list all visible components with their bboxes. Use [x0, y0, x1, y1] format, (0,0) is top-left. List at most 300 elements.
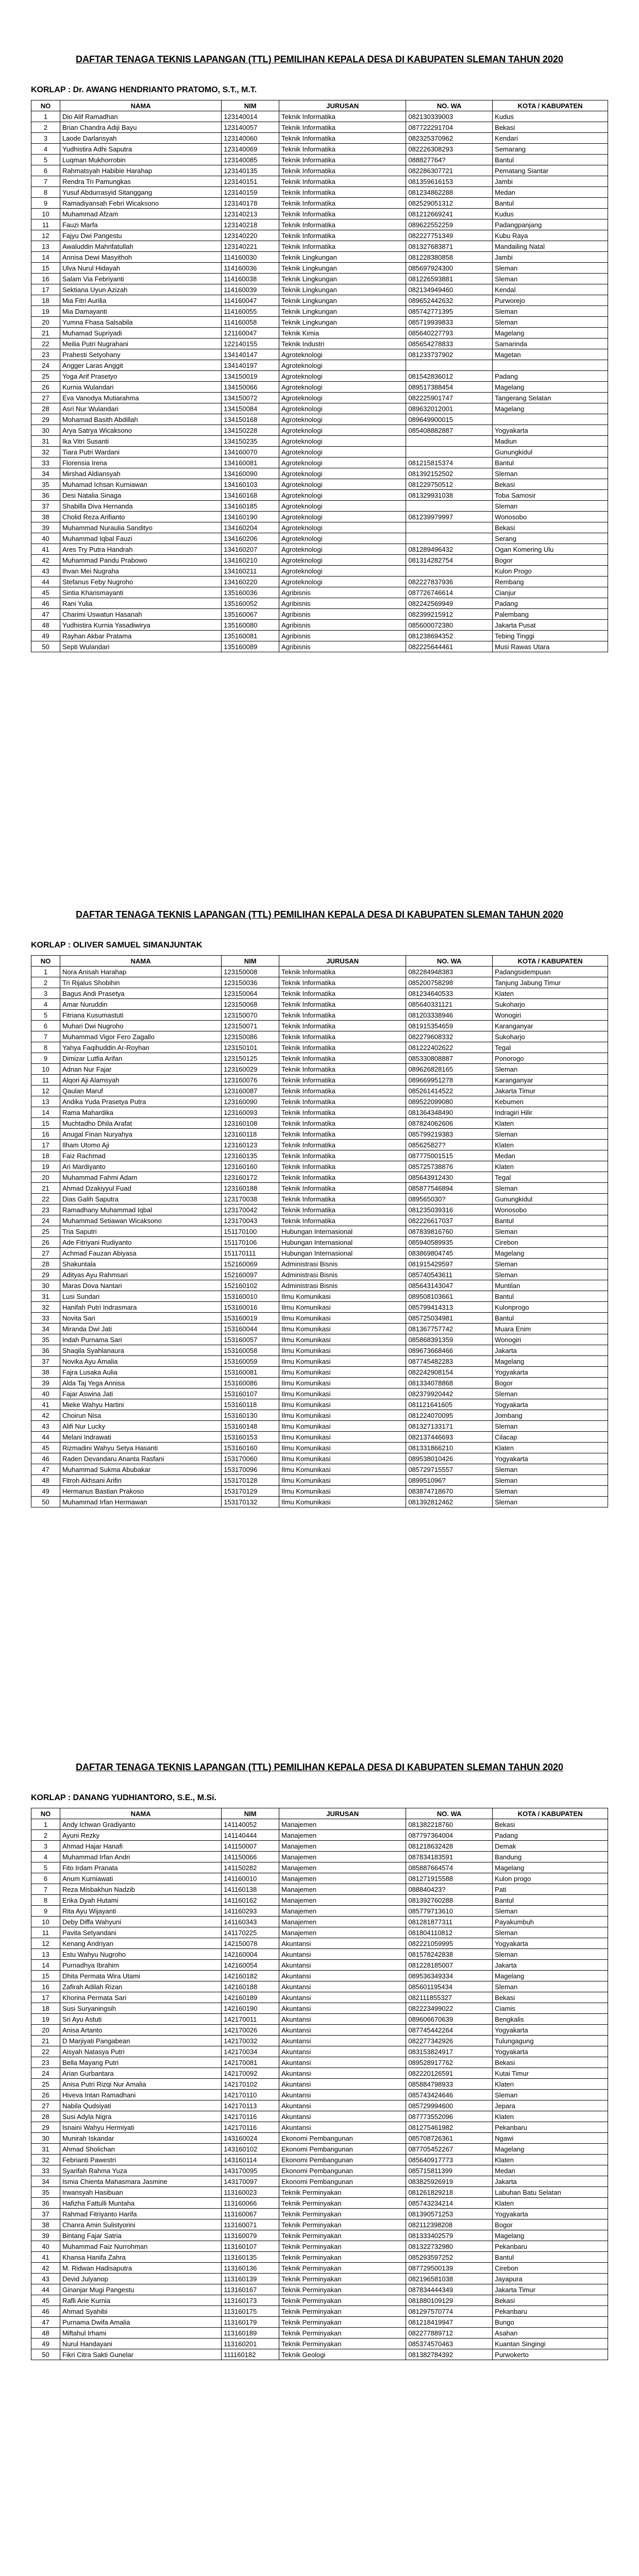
table-row	[31, 999, 608, 1010]
student-name: Florensia Irena	[60, 457, 221, 468]
study-program: Agribisnis	[279, 587, 406, 598]
study-program: Teknik Perminyakan	[279, 2338, 406, 2349]
whatsapp-number: 087722291704	[406, 122, 493, 133]
student-name: Muhammad Iqbal Fauzi	[60, 533, 221, 544]
row-number: 31	[31, 436, 60, 447]
row-number: 33	[31, 457, 60, 468]
table-row	[31, 2100, 608, 2111]
row-number: 38	[31, 1367, 60, 1378]
whatsapp-number: 089622552259	[406, 219, 493, 230]
study-program: Akuntansi	[279, 2046, 406, 2057]
whatsapp-number: 085293597252	[406, 2252, 493, 2263]
student-nim: 123160108	[222, 1118, 279, 1129]
student-name: D Marjiyati Pangabean	[60, 2036, 221, 2046]
whatsapp-number: 089951096?	[406, 1475, 493, 1486]
student-nim: 134160207	[222, 544, 279, 555]
student-name: Muhamad Ichsan Kurniawan	[60, 479, 221, 490]
row-number: 2	[31, 122, 60, 133]
whatsapp-number: 087775001515	[406, 1150, 493, 1161]
student-nim: 134160220	[222, 577, 279, 587]
student-nim: 134140147	[222, 349, 279, 360]
city-regency: Karanganyar	[493, 1075, 608, 1086]
study-program: Ilmu Komunikasi	[279, 1313, 406, 1324]
whatsapp-number: 085799414313	[406, 1302, 493, 1313]
whatsapp-number: 082286307721	[406, 165, 493, 176]
korlap-coordinator: KORLAP : DANANG YUDHIANTORO, S.E., M.Si.	[31, 1793, 217, 1802]
city-regency: Bekasi	[493, 1992, 608, 2003]
student-name: Ari Mardiyanto	[60, 1161, 221, 1172]
whatsapp-number: 087729500139	[406, 2263, 493, 2274]
study-program: Teknik Kimia	[279, 328, 406, 338]
city-regency: Jambi	[493, 252, 608, 263]
row-number: 2	[31, 1830, 60, 1841]
whatsapp-number: 081228185007	[406, 1960, 493, 1971]
city-regency: Sleman	[493, 1388, 608, 1399]
study-program: Administrasi Bisnis	[279, 1259, 406, 1269]
table-row	[31, 2306, 608, 2317]
city-regency: Klaten	[493, 2198, 608, 2209]
city-regency: Jakarta	[493, 1960, 608, 1971]
table-row	[31, 1819, 608, 1830]
whatsapp-number: 082225644461	[406, 641, 493, 652]
study-program: Agroteknologi	[279, 501, 406, 512]
student-name: Septi Wulandari	[60, 641, 221, 652]
column-header-city-regency: KOTA / KABUPATEN	[493, 1808, 608, 1819]
city-regency: Tegal	[493, 1042, 608, 1053]
whatsapp-number: 089649900015	[406, 414, 493, 425]
student-nim: 135160080	[222, 620, 279, 631]
row-number: 50	[31, 2349, 60, 2360]
table-row	[31, 1226, 608, 1237]
city-regency: Cirebon	[493, 1237, 608, 1248]
study-program: Ilmu Komunikasi	[279, 1475, 406, 1486]
student-nim: 123150036	[222, 977, 279, 988]
whatsapp-number: 085742771395	[406, 306, 493, 317]
study-program: Teknik Perminyakan	[279, 2198, 406, 2209]
table-row	[31, 490, 608, 501]
whatsapp-number: 081226593881	[406, 274, 493, 284]
city-regency: Padangpanjang	[493, 219, 608, 230]
student-name: Shaqila Syahlanaura	[60, 1345, 221, 1356]
city-regency: Sleman	[493, 1475, 608, 1486]
row-number: 50	[31, 1497, 60, 1507]
row-number: 39	[31, 1378, 60, 1388]
whatsapp-number: 081218419947	[406, 2317, 493, 2328]
city-regency: Magelang	[493, 1356, 608, 1367]
student-nim: 123140213	[222, 209, 279, 219]
student-nim: 123140178	[222, 198, 279, 209]
student-nim: 123140014	[222, 111, 279, 122]
student-nim: 142170081	[222, 2057, 279, 2068]
table-row	[31, 414, 608, 425]
city-regency: Serang	[493, 533, 608, 544]
row-number: 25	[31, 1226, 60, 1237]
table-row	[31, 176, 608, 187]
student-nim: 153160057	[222, 1334, 279, 1345]
city-regency: Bekasi	[493, 479, 608, 490]
study-program: Teknik Informatika	[279, 155, 406, 165]
student-nim: 134160081	[222, 457, 279, 468]
row-number: 34	[31, 468, 60, 479]
table-row	[31, 641, 608, 652]
student-name: Alda Taj Yega Annisa	[60, 1378, 221, 1388]
city-regency: Sukoharjo	[493, 1031, 608, 1042]
table-row	[31, 2057, 608, 2068]
study-program: Teknik Lingkungan	[279, 306, 406, 317]
table-row	[31, 1280, 608, 1291]
city-regency: Gunungkidul	[493, 447, 608, 457]
table-row	[31, 1949, 608, 1960]
row-number: 32	[31, 2155, 60, 2165]
city-regency: Bekasi	[493, 522, 608, 533]
student-nim: 123150071	[222, 1021, 279, 1031]
whatsapp-number: 085740543611	[406, 1269, 493, 1280]
city-regency: Ponorogo	[493, 1053, 608, 1064]
city-regency: Gunungkidul	[493, 1194, 608, 1205]
whatsapp-number: 082284948383	[406, 967, 493, 977]
study-program: Akuntansi	[279, 2014, 406, 2025]
student-name: Arya Satrya Wicaksono	[60, 425, 221, 436]
table-row	[31, 2133, 608, 2144]
table-row	[31, 1313, 608, 1324]
city-regency: Cianjur	[493, 587, 608, 598]
student-name: Shabilla Diva Hernanda	[60, 501, 221, 512]
student-nim: 113160201	[222, 2338, 279, 2349]
student-nim: 142160182	[222, 1971, 279, 1981]
whatsapp-number: 087839816760	[406, 1226, 493, 1237]
whatsapp-number: 089508103661	[406, 1291, 493, 1302]
student-nim: 113160179	[222, 2317, 279, 2328]
city-regency: Mandailing Natal	[493, 241, 608, 252]
table-row	[31, 1096, 608, 1107]
study-program: Akuntansi	[279, 1992, 406, 2003]
table-row	[31, 2209, 608, 2219]
row-number: 41	[31, 2252, 60, 2263]
student-nim: 123150086	[222, 1031, 279, 1042]
table-row	[31, 522, 608, 533]
student-nim: 114160036	[222, 263, 279, 274]
student-nim: 134160210	[222, 555, 279, 566]
row-number: 11	[31, 1927, 60, 1938]
city-regency: Bantul	[493, 1215, 608, 1226]
city-regency: Pati	[493, 1884, 608, 1895]
student-name: Mia Damayanti	[60, 306, 221, 317]
student-nim: 123160188	[222, 1183, 279, 1194]
table-row	[31, 1432, 608, 1443]
student-nim: 123160090	[222, 1096, 279, 1107]
student-name: Maras Dova Nantari	[60, 1280, 221, 1291]
student-name: Muhammad Vigor Fero Zagallo	[60, 1031, 221, 1042]
study-program: Agroteknologi	[279, 577, 406, 587]
row-number: 43	[31, 1421, 60, 1432]
city-regency: Yogyakarta	[493, 1399, 608, 1410]
column-header-student-name: NAMA	[60, 100, 221, 111]
student-nim: 134160168	[222, 490, 279, 501]
whatsapp-number: 085868391359	[406, 1334, 493, 1345]
student-name: Susi Adyla Nigra	[60, 2111, 221, 2122]
row-number: 25	[31, 2079, 60, 2090]
city-regency: Magelang	[493, 2144, 608, 2155]
student-name: Annisa Dewi Masyithoh	[60, 252, 221, 263]
whatsapp-number	[406, 533, 493, 544]
city-regency: Yogyakarta	[493, 1938, 608, 1949]
study-program: Teknik Perminyakan	[279, 2230, 406, 2241]
student-name: Choirun Nisa	[60, 1410, 221, 1421]
city-regency	[493, 360, 608, 371]
whatsapp-number: 082242569949	[406, 598, 493, 609]
row-number: 9	[31, 1906, 60, 1917]
whatsapp-number: 089652442632	[406, 295, 493, 306]
whatsapp-number: 082112398208	[406, 2219, 493, 2230]
study-program: Teknik Lingkungan	[279, 252, 406, 263]
city-regency: Tangerang Selatan	[493, 393, 608, 403]
study-program: Ilmu Komunikasi	[279, 1388, 406, 1399]
row-number: 34	[31, 2176, 60, 2187]
whatsapp-number: 087834183591	[406, 1852, 493, 1862]
city-regency: Madiun	[493, 436, 608, 447]
student-nim: 123150068	[222, 999, 279, 1010]
student-name: Rizmadini Wahyu Setya Hasanti	[60, 1443, 221, 1453]
table-row	[31, 2176, 608, 2187]
student-nim: 123150008	[222, 967, 279, 977]
student-nim: 141160010	[222, 1873, 279, 1884]
student-nim: 123140135	[222, 165, 279, 176]
student-name: Brian Chandra Adiji Bayu	[60, 122, 221, 133]
student-nim: 142170034	[222, 2046, 279, 2057]
student-name: Sektiana Uyun Azizah	[60, 284, 221, 295]
city-regency: Muara Enim	[493, 1324, 608, 1334]
city-regency: Sleman	[493, 1129, 608, 1140]
student-nim: 134150066	[222, 382, 279, 393]
student-nim: 141160162	[222, 1895, 279, 1906]
student-name: Irwansyah Hasibuan	[60, 2187, 221, 2198]
city-regency: Sleman	[493, 274, 608, 284]
column-header-student-nim: NIM	[222, 956, 279, 967]
row-number: 39	[31, 2230, 60, 2241]
student-nim: 114160058	[222, 317, 279, 328]
study-program: Teknik Informatika	[279, 1010, 406, 1021]
row-number: 22	[31, 338, 60, 349]
study-program: Akuntansi	[279, 2025, 406, 2036]
table-row	[31, 1884, 608, 1895]
study-program: Teknik Informatika	[279, 1205, 406, 1215]
table-row	[31, 2198, 608, 2209]
student-name: Aisyah Natasya Putri	[60, 2046, 221, 2057]
city-regency: Karanganyar	[493, 1021, 608, 1031]
city-regency: Klaten	[493, 1161, 608, 1172]
table-row	[31, 295, 608, 306]
study-program: Teknik Informatika	[279, 1075, 406, 1086]
student-name: Andy Ichwan Gradiyanto	[60, 1819, 221, 1830]
row-number: 30	[31, 425, 60, 436]
table-row	[31, 2025, 608, 2036]
student-name: Laode Darlansyah	[60, 133, 221, 144]
row-number: 25	[31, 371, 60, 382]
study-program: Teknik Lingkungan	[279, 284, 406, 295]
whatsapp-number: 089536349334	[406, 1971, 493, 1981]
student-nim: 123160135	[222, 1150, 279, 1161]
column-header-study-program: JURUSAN	[279, 956, 406, 967]
table-row	[31, 328, 608, 338]
city-regency: Sleman	[493, 1949, 608, 1960]
student-name: Rama Mahardika	[60, 1107, 221, 1118]
table-row	[31, 1862, 608, 1873]
study-program: Agribisnis	[279, 631, 406, 641]
student-nim: 123160172	[222, 1172, 279, 1183]
student-name: Muhammad Nuraulia Sandityo	[60, 522, 221, 533]
row-number: 30	[31, 2133, 60, 2144]
student-name: Pavita Setyandani	[60, 1927, 221, 1938]
table-row	[31, 555, 608, 566]
student-name: Zafirah Adilah Rizan	[60, 1981, 221, 1992]
student-nim: 142160190	[222, 2003, 279, 2014]
study-program: Ekonomi Pembangunan	[279, 2133, 406, 2144]
table-row	[31, 1421, 608, 1432]
study-program: Teknik Informatika	[279, 176, 406, 187]
row-number: 37	[31, 1356, 60, 1367]
row-number: 16	[31, 274, 60, 284]
city-regency: Yogyakarta	[493, 425, 608, 436]
study-program: Teknik Lingkungan	[279, 295, 406, 306]
study-program: Agroteknologi	[279, 522, 406, 533]
whatsapp-number: 083874718670	[406, 1486, 493, 1497]
row-number: 21	[31, 2036, 60, 2046]
city-regency: Sleman	[493, 306, 608, 317]
row-number: 6	[31, 1873, 60, 1884]
study-program: Manajemen	[279, 1917, 406, 1927]
whatsapp-number	[406, 447, 493, 457]
whatsapp-number: 085640227793	[406, 328, 493, 338]
whatsapp-number: 085743234214	[406, 2198, 493, 2209]
student-nim: 153160107	[222, 1388, 279, 1399]
city-regency: Bekasi	[493, 2295, 608, 2306]
table-row	[31, 2122, 608, 2133]
city-regency: Bengkalis	[493, 2014, 608, 2025]
whatsapp-number: 089632012001	[406, 403, 493, 414]
table-row	[31, 1475, 608, 1486]
study-program: Ilmu Komunikasi	[279, 1453, 406, 1464]
table-row	[31, 1010, 608, 1021]
table-row	[31, 425, 608, 436]
student-nim: 153160058	[222, 1345, 279, 1356]
city-regency: Sleman	[493, 1259, 608, 1269]
row-number: 49	[31, 631, 60, 641]
student-name: Muhammad Sukma Abubakar	[60, 1464, 221, 1475]
student-name: Alqori Aji Alamsyah	[60, 1075, 221, 1086]
student-name: Cholid Reza Arifianto	[60, 512, 221, 522]
column-header-whatsapp-number: NO. WA	[406, 100, 493, 111]
study-program: Agroteknologi	[279, 393, 406, 403]
student-name: Adnan Nur Fajar	[60, 1064, 221, 1075]
column-header-student-name: NAMA	[60, 956, 221, 967]
study-program: Hubungan Internasional	[279, 1248, 406, 1259]
student-nim: 143170097	[222, 2176, 279, 2187]
row-number: 31	[31, 2144, 60, 2155]
study-program: Teknik Informatika	[279, 1215, 406, 1226]
row-number: 19	[31, 306, 60, 317]
table-row	[31, 1830, 608, 1841]
city-regency: Magetan	[493, 349, 608, 360]
student-nim: 153160086	[222, 1378, 279, 1388]
whatsapp-number: 082111855327	[406, 1992, 493, 2003]
row-number: 12	[31, 1938, 60, 1949]
whatsapp-number: 082227751349	[406, 230, 493, 241]
city-regency: Jambi	[493, 176, 608, 187]
student-nim: 153160153	[222, 1432, 279, 1443]
study-program: Akuntansi	[279, 2111, 406, 2122]
study-program: Manajemen	[279, 1884, 406, 1895]
whatsapp-number: 081322732980	[406, 2241, 493, 2252]
study-program: Teknik Informatika	[279, 1161, 406, 1172]
student-name: Dhita Permata Wira Utami	[60, 1971, 221, 1981]
student-name: Yoga Arif Prasetyo	[60, 371, 221, 382]
row-number: 42	[31, 2263, 60, 2274]
whatsapp-number: 085884798933	[406, 2079, 493, 2090]
student-name: Dio Alif Ramadhan	[60, 111, 221, 122]
study-program: Teknik Perminyakan	[279, 2295, 406, 2306]
study-program: Ilmu Komunikasi	[279, 1399, 406, 1410]
whatsapp-number	[406, 566, 493, 577]
student-nim: 153160059	[222, 1356, 279, 1367]
table-row	[31, 393, 608, 403]
row-number: 8	[31, 187, 60, 198]
student-name: Rayhan Akbar Pratama	[60, 631, 221, 641]
study-program: Ilmu Komunikasi	[279, 1421, 406, 1432]
row-number: 48	[31, 620, 60, 631]
study-program: Ilmu Komunikasi	[279, 1356, 406, 1367]
table-row	[31, 1150, 608, 1161]
student-name: Indah Purnama Sari	[60, 1334, 221, 1345]
student-name: Ulva Nurul Hidayah	[60, 263, 221, 274]
table-row	[31, 2079, 608, 2090]
row-number: 22	[31, 1194, 60, 1205]
row-number: 21	[31, 328, 60, 338]
study-program: Teknik Informatika	[279, 1096, 406, 1107]
student-nim: 142170032	[222, 2036, 279, 2046]
city-regency: Tulungagung	[493, 2036, 608, 2046]
study-program: Teknik Perminyakan	[279, 2317, 406, 2328]
city-regency: Sleman	[493, 1464, 608, 1475]
whatsapp-number: 081297570774	[406, 2306, 493, 2317]
student-name: Achmad Fauzan Abiyasa	[60, 1248, 221, 1259]
whatsapp-number: 081239979997	[406, 512, 493, 522]
korlap-coordinator: KORLAP : OLIVER SAMUEL SIMANJUNTAK	[31, 941, 203, 950]
table-row	[31, 468, 608, 479]
student-nim: 135160089	[222, 641, 279, 652]
row-number: 20	[31, 2025, 60, 2036]
student-nim: 113160173	[222, 2295, 279, 2306]
table-row	[31, 587, 608, 598]
city-regency: Sleman	[493, 1981, 608, 1992]
column-header-student-name: NAMA	[60, 1808, 221, 1819]
city-regency: Bogor	[493, 2219, 608, 2230]
student-name: Ihvan Mei Nugraha	[60, 566, 221, 577]
row-number: 45	[31, 1443, 60, 1453]
table-row	[31, 457, 608, 468]
table-row	[31, 2317, 608, 2328]
whatsapp-number: 081238694352	[406, 631, 493, 641]
study-program: Akuntansi	[279, 2003, 406, 2014]
city-regency: Jakarta Timur	[493, 1086, 608, 1096]
study-program: Hubungan Internasional	[279, 1237, 406, 1248]
study-program: Teknik Industri	[279, 338, 406, 349]
city-regency: Yogyakarta	[493, 2209, 608, 2219]
student-nim: 123140085	[222, 155, 279, 165]
student-name: Kenang Andriyan	[60, 1938, 221, 1949]
city-regency: Klaten	[493, 2079, 608, 2090]
city-regency: Magelang	[493, 1248, 608, 1259]
column-header-whatsapp-number: NO. WA	[406, 1808, 493, 1819]
